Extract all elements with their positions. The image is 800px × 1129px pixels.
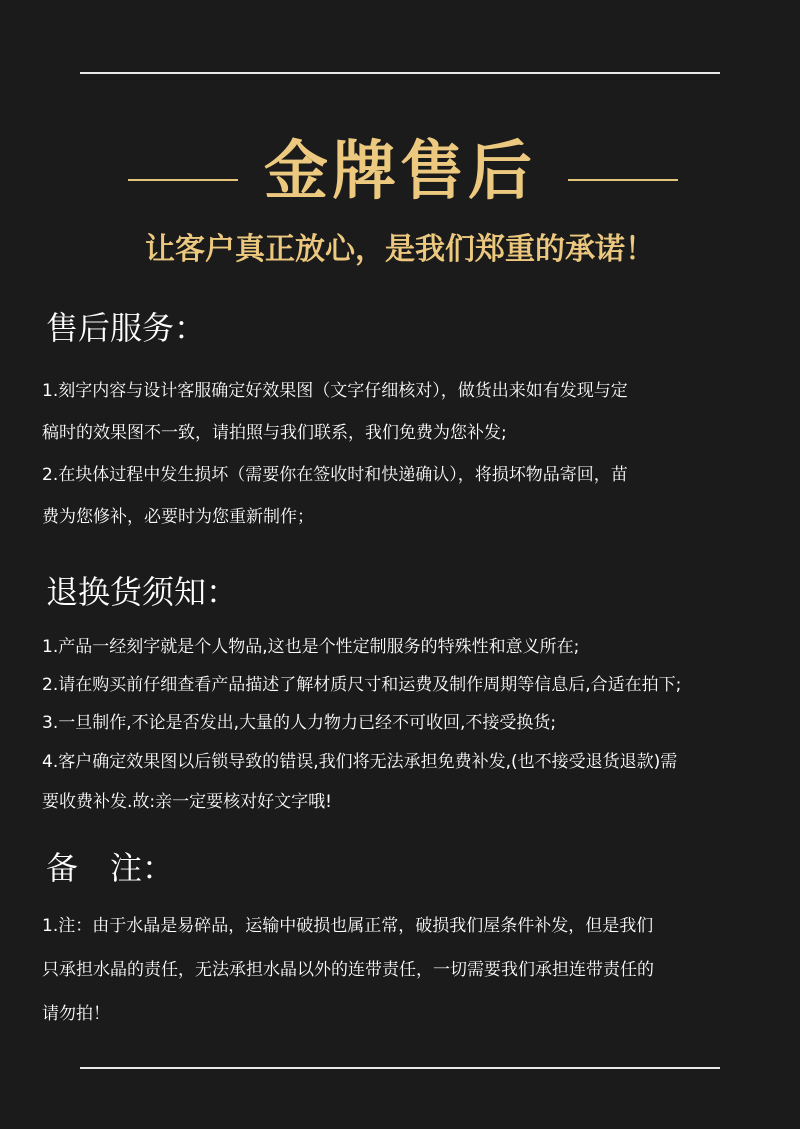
text-line: 4.客户确定效果图以后锁导致的错误,我们将无法承担免费补发,(也不接受退货退款)需 [42, 752, 678, 772]
top-divider [80, 72, 720, 74]
text-line: 请勿拍！ [42, 1004, 110, 1024]
section-title-after-sales: 售后服务： [46, 309, 207, 347]
title-decoration-right [568, 179, 678, 181]
section-body-notes [42, 904, 764, 1036]
page-title: 金牌售后 [264, 135, 536, 209]
text-line: 2.在块体过程中发生损坏（需要你在签收时和快递确认），将损坏物品寄回，苗 [42, 465, 628, 485]
bottom-divider [80, 1067, 720, 1069]
slogan: 让客户真正放心，是我们郑重的承诺！ [145, 232, 655, 267]
text-line: 1.刻字内容与设计客服确定好效果图（文字仔细核对），做货出来如有发现与定 [42, 381, 628, 401]
section-title-returns: 退换货须知： [46, 573, 239, 611]
text-line: 3.一旦制作,不论是否发出,大量的人力物力已经不可收回,不接受换货; [42, 713, 557, 733]
text-line: 只承担水晶的责任，无法承担水晶以外的连带责任，一切需要我们承担连带责任的 [42, 960, 654, 980]
text-line: 1.产品一经刻字就是个人物品,这也是个性定制服务的特殊性和意义所在; [42, 637, 580, 657]
text-line: 要收费补发.故:亲一定要核对好文字哦! [42, 792, 332, 812]
section-title-notes: 备 注： [46, 849, 175, 887]
section-body-after-sales [42, 370, 764, 538]
text-line: 2.请在购买前仔细查看产品描述了解材质尺寸和运费及制作周期等信息后,合适在拍下; [42, 675, 682, 695]
text-line: 费为您修补，必要时为您重新制作； [42, 507, 314, 527]
text-line: 稿时的效果图不一致，请拍照与我们联系，我们免费为您补发; [42, 423, 507, 443]
text-line: 1.注：由于水晶是易碎品，运输中破损也属正常，破损我们屋条件补发，但是我们 [42, 916, 654, 936]
section-body-returns [42, 628, 764, 822]
hero-banner [0, 132, 800, 212]
